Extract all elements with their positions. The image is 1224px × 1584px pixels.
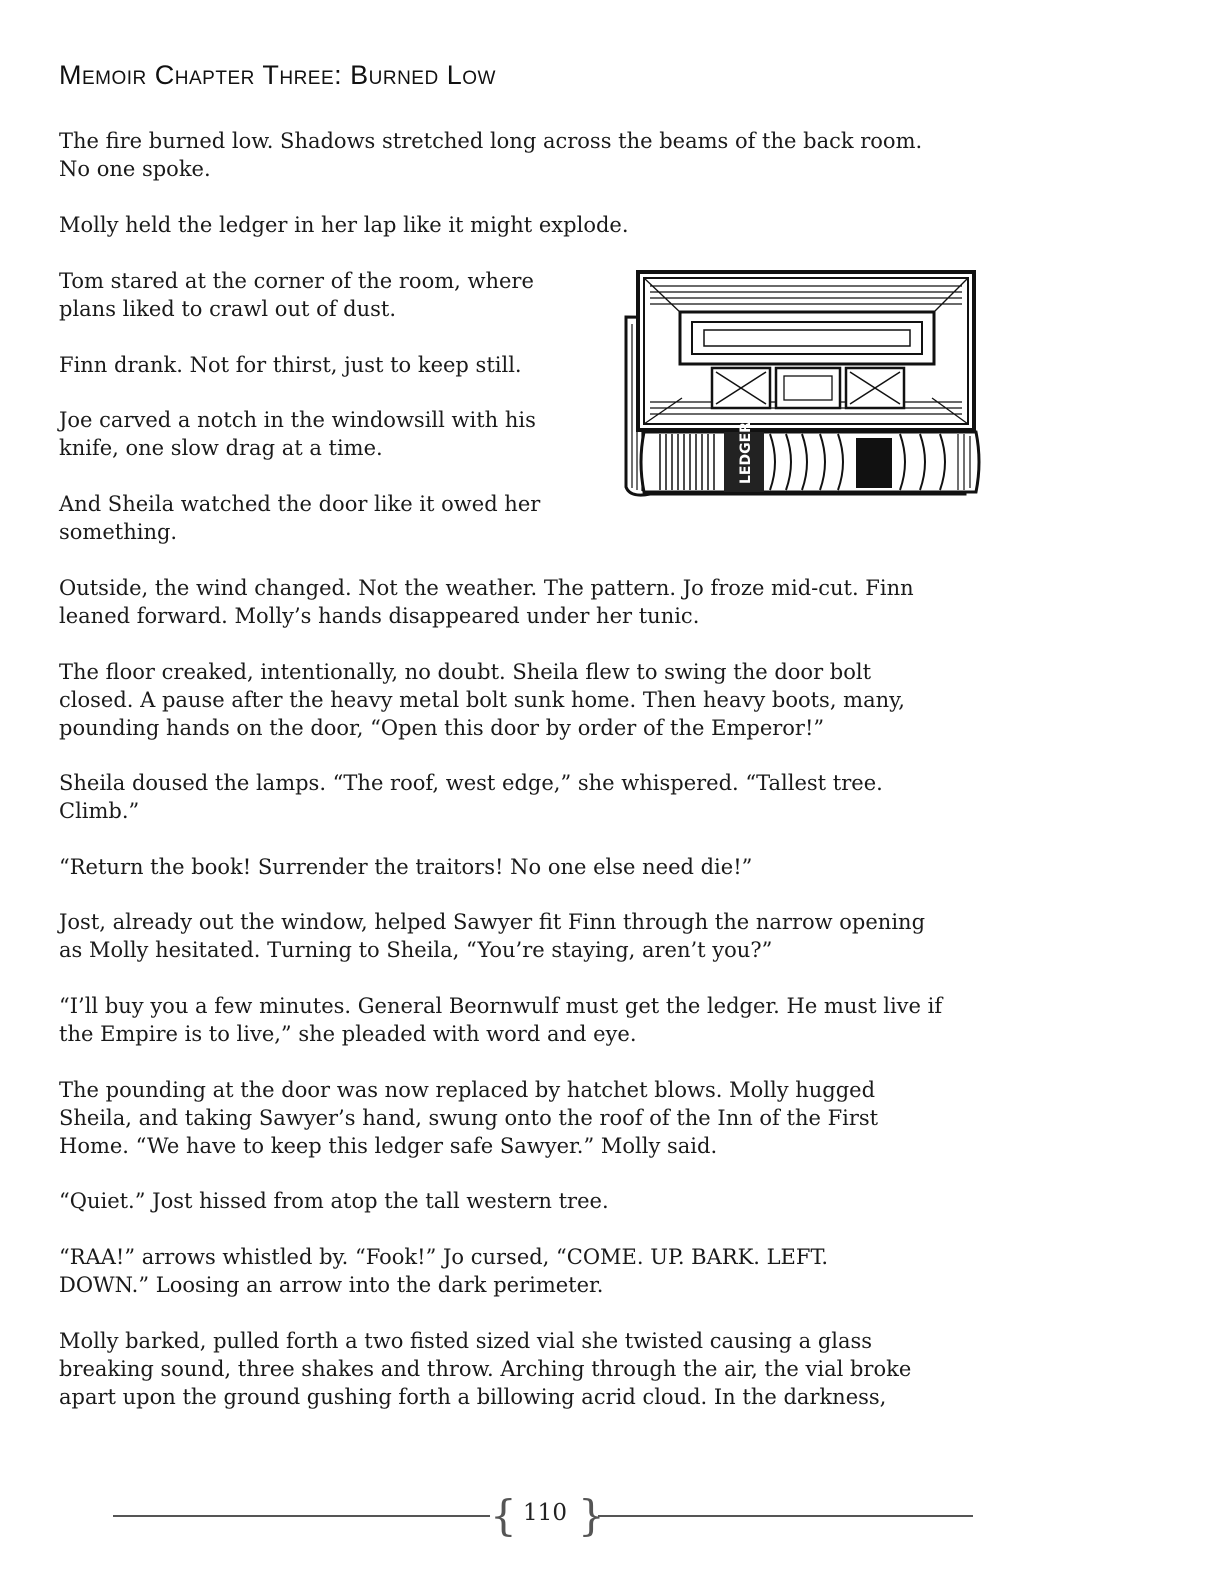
ledger-book-icon [620,262,992,510]
brace-open-icon: { [490,1491,517,1540]
footer-rule-right [598,1515,973,1517]
paragraph: Tom stared at the corner of the room, where plans liked to crawl out of dust. [59,269,534,321]
paragraph: The fire burned low. Shadows stretched long across the beams of the back room. No one spoke. [59,129,923,181]
page-number: 110 [523,1500,567,1526]
paragraph: And Sheila watched the door like it owed her something. [59,492,541,544]
paragraph: “Return the book! Surrender the traitors! No one else need die!” [59,855,753,879]
paragraph: The floor creaked, intentionally, no doubt. Sheila flew to swing the door bolt closed. A pause after the heavy metal bolt sunk home. Then heavy boots, many, pounding hands on the door, “Open this door by order of the Emperor!” [59,660,905,740]
paragraph: Joe carved a notch in the windowsill with his knife, one slow drag at a time. [59,408,536,460]
brace-close-icon: } [578,1491,605,1540]
footer-rule-left [113,1515,490,1517]
paragraph: “RAA!” arrows whistled by. “Fook!” Jo cursed, “COME. UP. BARK. LEFT. DOWN.” Loosing an arrow into the dark perimeter. [59,1245,829,1297]
paragraph: Finn drank. Not for thirst, just to keep still. [59,353,522,377]
paragraph: Molly held the ledger in her lap like it might explode. [59,213,629,237]
chapter-title: Memoir Chapter Three: Burned Low [59,60,496,90]
paragraph: Molly barked, pulled forth a two fisted sized vial she twisted causing a glass breaking sound, three shakes and throw. Arching through the air, the vial broke apart upon the ground gushing forth a billowing acrid cloud. In the darkness, [59,1329,912,1409]
paragraph: “I’ll buy you a few minutes. General Beornwulf must get the ledger. He must live if the Empire is to live,” she pleaded with word and eye. [59,994,943,1046]
paragraph: Jost, already out the window, helped Sawyer fit Finn through the narrow opening as Molly hesitated. Turning to Sheila, “You’re staying, aren’t you?” [59,910,926,962]
paragraph: Sheila doused the lamps. “The roof, west edge,” she whispered. “Tallest tree. Climb.” [59,771,883,823]
paragraph: The pounding at the door was now replaced by hatchet blows. Molly hugged Sheila, and taking Sawyer’s hand, swung onto the roof of the Inn of the First Home. “We have to keep this ledger safe Sawyer.” Molly said. [59,1078,879,1158]
spine-label: LEDGER [738,422,754,484]
paragraph: “Quiet.” Jost hissed from atop the tall western tree. [59,1189,609,1213]
paragraph: Outside, the wind changed. Not the weather. The pattern. Jo froze mid-cut. Finn leaned forward. Molly’s hands disappeared under her tunic. [59,576,914,628]
